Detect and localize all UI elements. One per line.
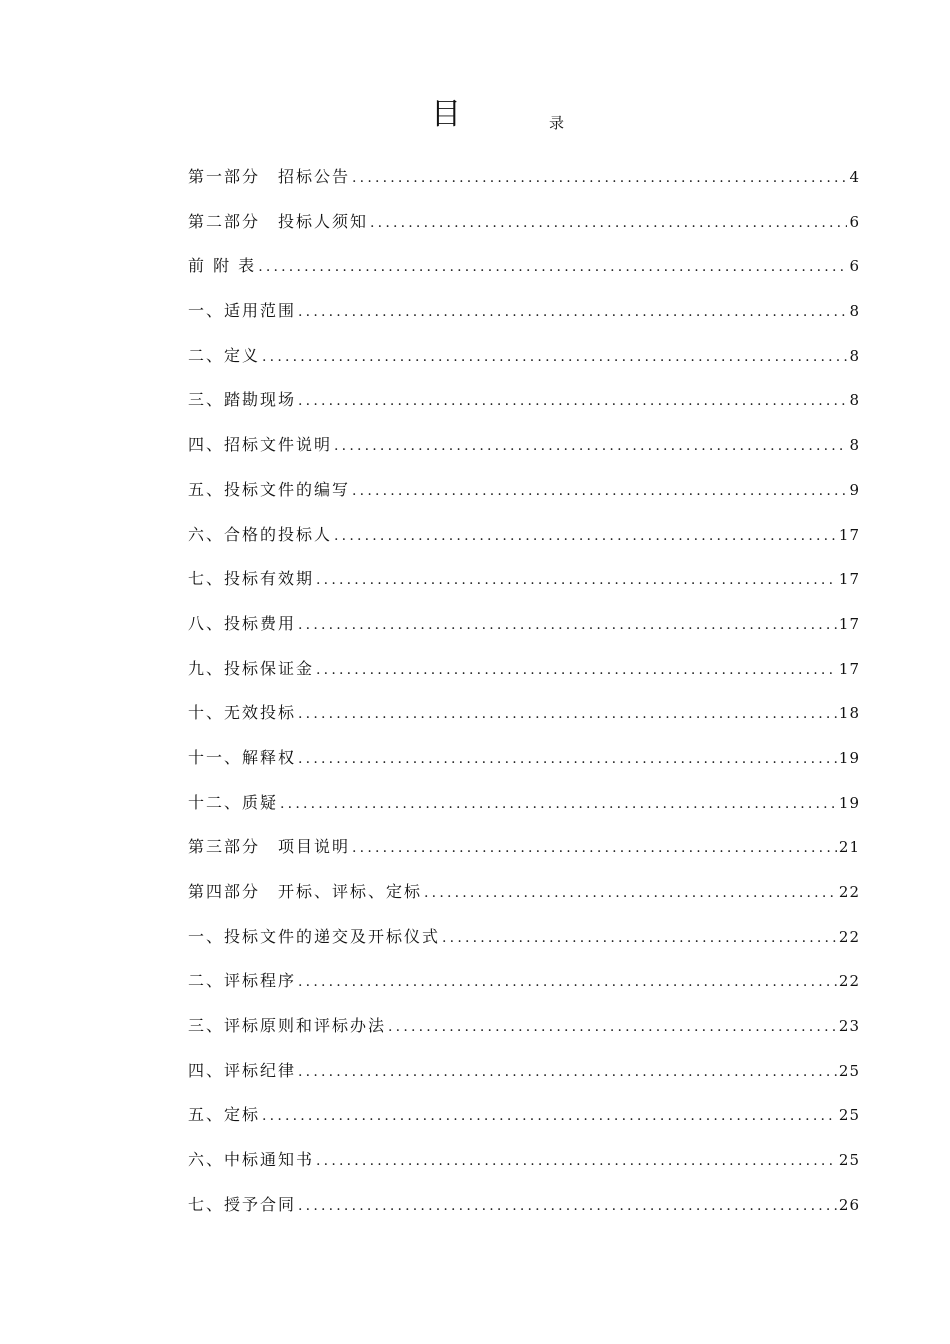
toc-entry-page-number: 25 (838, 1061, 860, 1080)
toc-entry-page-number: 25 (838, 1151, 860, 1170)
toc-title-main: 目 (431, 97, 461, 132)
toc-entry[interactable] (188, 736, 860, 781)
toc-entry[interactable] (188, 513, 860, 558)
toc-title-sub: 录 (549, 114, 565, 132)
toc-entry-page-number: 22 (838, 972, 860, 991)
toc-entry-label: 七、授予合同 (188, 1194, 297, 1214)
toc-dot-leader (316, 1139, 837, 1183)
toc-entry-label: 十一、解释权 (188, 747, 297, 767)
toc-entry[interactable] (188, 289, 860, 334)
toc-dot-leader (316, 558, 837, 602)
toc-entry-page-number: 8 (849, 391, 860, 410)
toc-entry[interactable] (188, 691, 860, 736)
toc-entry-label: 第一部分 招标公告 (188, 167, 351, 186)
toc-entry-page-number: 19 (838, 748, 860, 767)
toc-entry[interactable] (188, 781, 860, 826)
toc-entry-label: 第四部分 开标、评标、定标 (188, 882, 423, 901)
toc-entry-page-number: 6 (849, 257, 860, 276)
toc-entry[interactable] (188, 602, 860, 647)
toc-entry-page-number: 8 (849, 436, 860, 455)
toc-entry[interactable] (188, 378, 860, 423)
toc-entry[interactable] (188, 915, 860, 960)
toc-entry-page-number: 25 (838, 1106, 860, 1125)
toc-dot-leader (298, 1050, 837, 1094)
toc-entry-label: 四、招标文件说明 (188, 435, 333, 455)
toc-entry-page-number: 4 (849, 168, 860, 186)
toc-entry-label: 前 附 表 (188, 256, 257, 276)
toc-entry[interactable] (188, 959, 860, 1004)
toc-entry[interactable] (188, 1138, 860, 1183)
toc-entry-label: 第二部分 投标人须知 (188, 211, 369, 231)
toc-dot-leader (262, 1094, 837, 1138)
toc-entry-page-number: 8 (849, 302, 860, 321)
toc-entry-label: 七、投标有效期 (188, 569, 315, 589)
toc-entry-label: 十二、质疑 (188, 792, 279, 812)
toc-entry-label: 一、投标文件的递交及开标仪式 (188, 926, 441, 946)
toc-dot-leader (352, 469, 847, 513)
toc-dot-leader (262, 335, 847, 379)
toc-entry[interactable] (188, 1004, 860, 1049)
toc-entry-label: 六、合格的投标人 (188, 524, 333, 544)
toc-entry[interactable] (188, 423, 860, 468)
toc-entry[interactable] (188, 557, 860, 602)
toc-entry[interactable] (188, 155, 860, 200)
toc-dot-leader (388, 1005, 837, 1049)
toc-entry[interactable] (188, 468, 860, 513)
toc-entry-label: 六、中标通知书 (188, 1150, 315, 1170)
toc-entry-label: 一、适用范围 (188, 301, 297, 321)
toc-dot-leader (298, 1184, 837, 1228)
toc-entry-page-number: 6 (849, 212, 860, 231)
toc-entry-page-number: 23 (838, 1017, 860, 1036)
toc-entry-page-number: 26 (838, 1195, 860, 1214)
toc-entry-page-number: 21 (838, 838, 860, 857)
toc-entry-page-number: 22 (838, 883, 860, 901)
toc-dot-leader (280, 782, 837, 826)
toc-dot-leader (352, 826, 837, 870)
toc-entry-label: 八、投标费用 (188, 613, 297, 633)
toc-entry-label: 九、投标保证金 (188, 658, 315, 678)
toc-dot-leader (442, 916, 837, 960)
toc-entry-label: 四、评标纪律 (188, 1060, 297, 1080)
toc-entry[interactable] (188, 244, 860, 289)
toc-entry-label: 第三部分 项目说明 (188, 837, 351, 857)
toc-entry[interactable] (188, 647, 860, 692)
toc-dot-leader (352, 156, 847, 200)
toc-entry-label: 五、投标文件的编写 (188, 479, 351, 499)
toc-entry[interactable] (188, 1093, 860, 1138)
toc-entry-page-number: 17 (838, 614, 860, 633)
toc-entry-page-number: 17 (838, 525, 860, 544)
toc-dot-leader (298, 290, 847, 334)
toc-entry-page-number: 19 (838, 793, 860, 812)
toc-dot-leader (424, 871, 837, 915)
toc-dot-leader (298, 692, 837, 736)
toc-entry[interactable] (188, 825, 860, 870)
toc-entry[interactable] (188, 200, 860, 245)
toc-dot-leader (370, 201, 847, 245)
table-of-contents (188, 155, 860, 1228)
toc-entry[interactable] (188, 870, 860, 915)
toc-entry[interactable] (188, 334, 860, 379)
toc-dot-leader (334, 424, 847, 468)
toc-entry-label: 三、评标原则和评标办法 (188, 1016, 387, 1036)
toc-entry-label: 十、无效投标 (188, 703, 297, 723)
toc-entry-label: 二、定义 (188, 345, 261, 365)
toc-entry-page-number: 9 (849, 480, 860, 499)
toc-entry-page-number: 22 (838, 927, 860, 946)
toc-entry[interactable] (188, 1049, 860, 1094)
toc-dot-leader (298, 737, 837, 781)
toc-dot-leader (298, 603, 837, 647)
toc-dot-leader (298, 379, 847, 423)
toc-entry-page-number: 17 (838, 570, 860, 589)
toc-entry-label: 二、评标程序 (188, 971, 297, 991)
toc-dot-leader (334, 514, 837, 558)
toc-dot-leader (316, 648, 837, 692)
toc-dot-leader (258, 245, 847, 289)
toc-title (0, 92, 950, 142)
toc-entry-label: 三、踏勘现场 (188, 390, 297, 410)
toc-entry-label: 五、定标 (188, 1105, 261, 1125)
toc-entry-page-number: 8 (849, 346, 860, 365)
toc-entry[interactable] (188, 1183, 860, 1228)
toc-entry-page-number: 17 (838, 659, 860, 678)
toc-entry-page-number: 18 (838, 704, 860, 723)
toc-dot-leader (298, 960, 837, 1004)
